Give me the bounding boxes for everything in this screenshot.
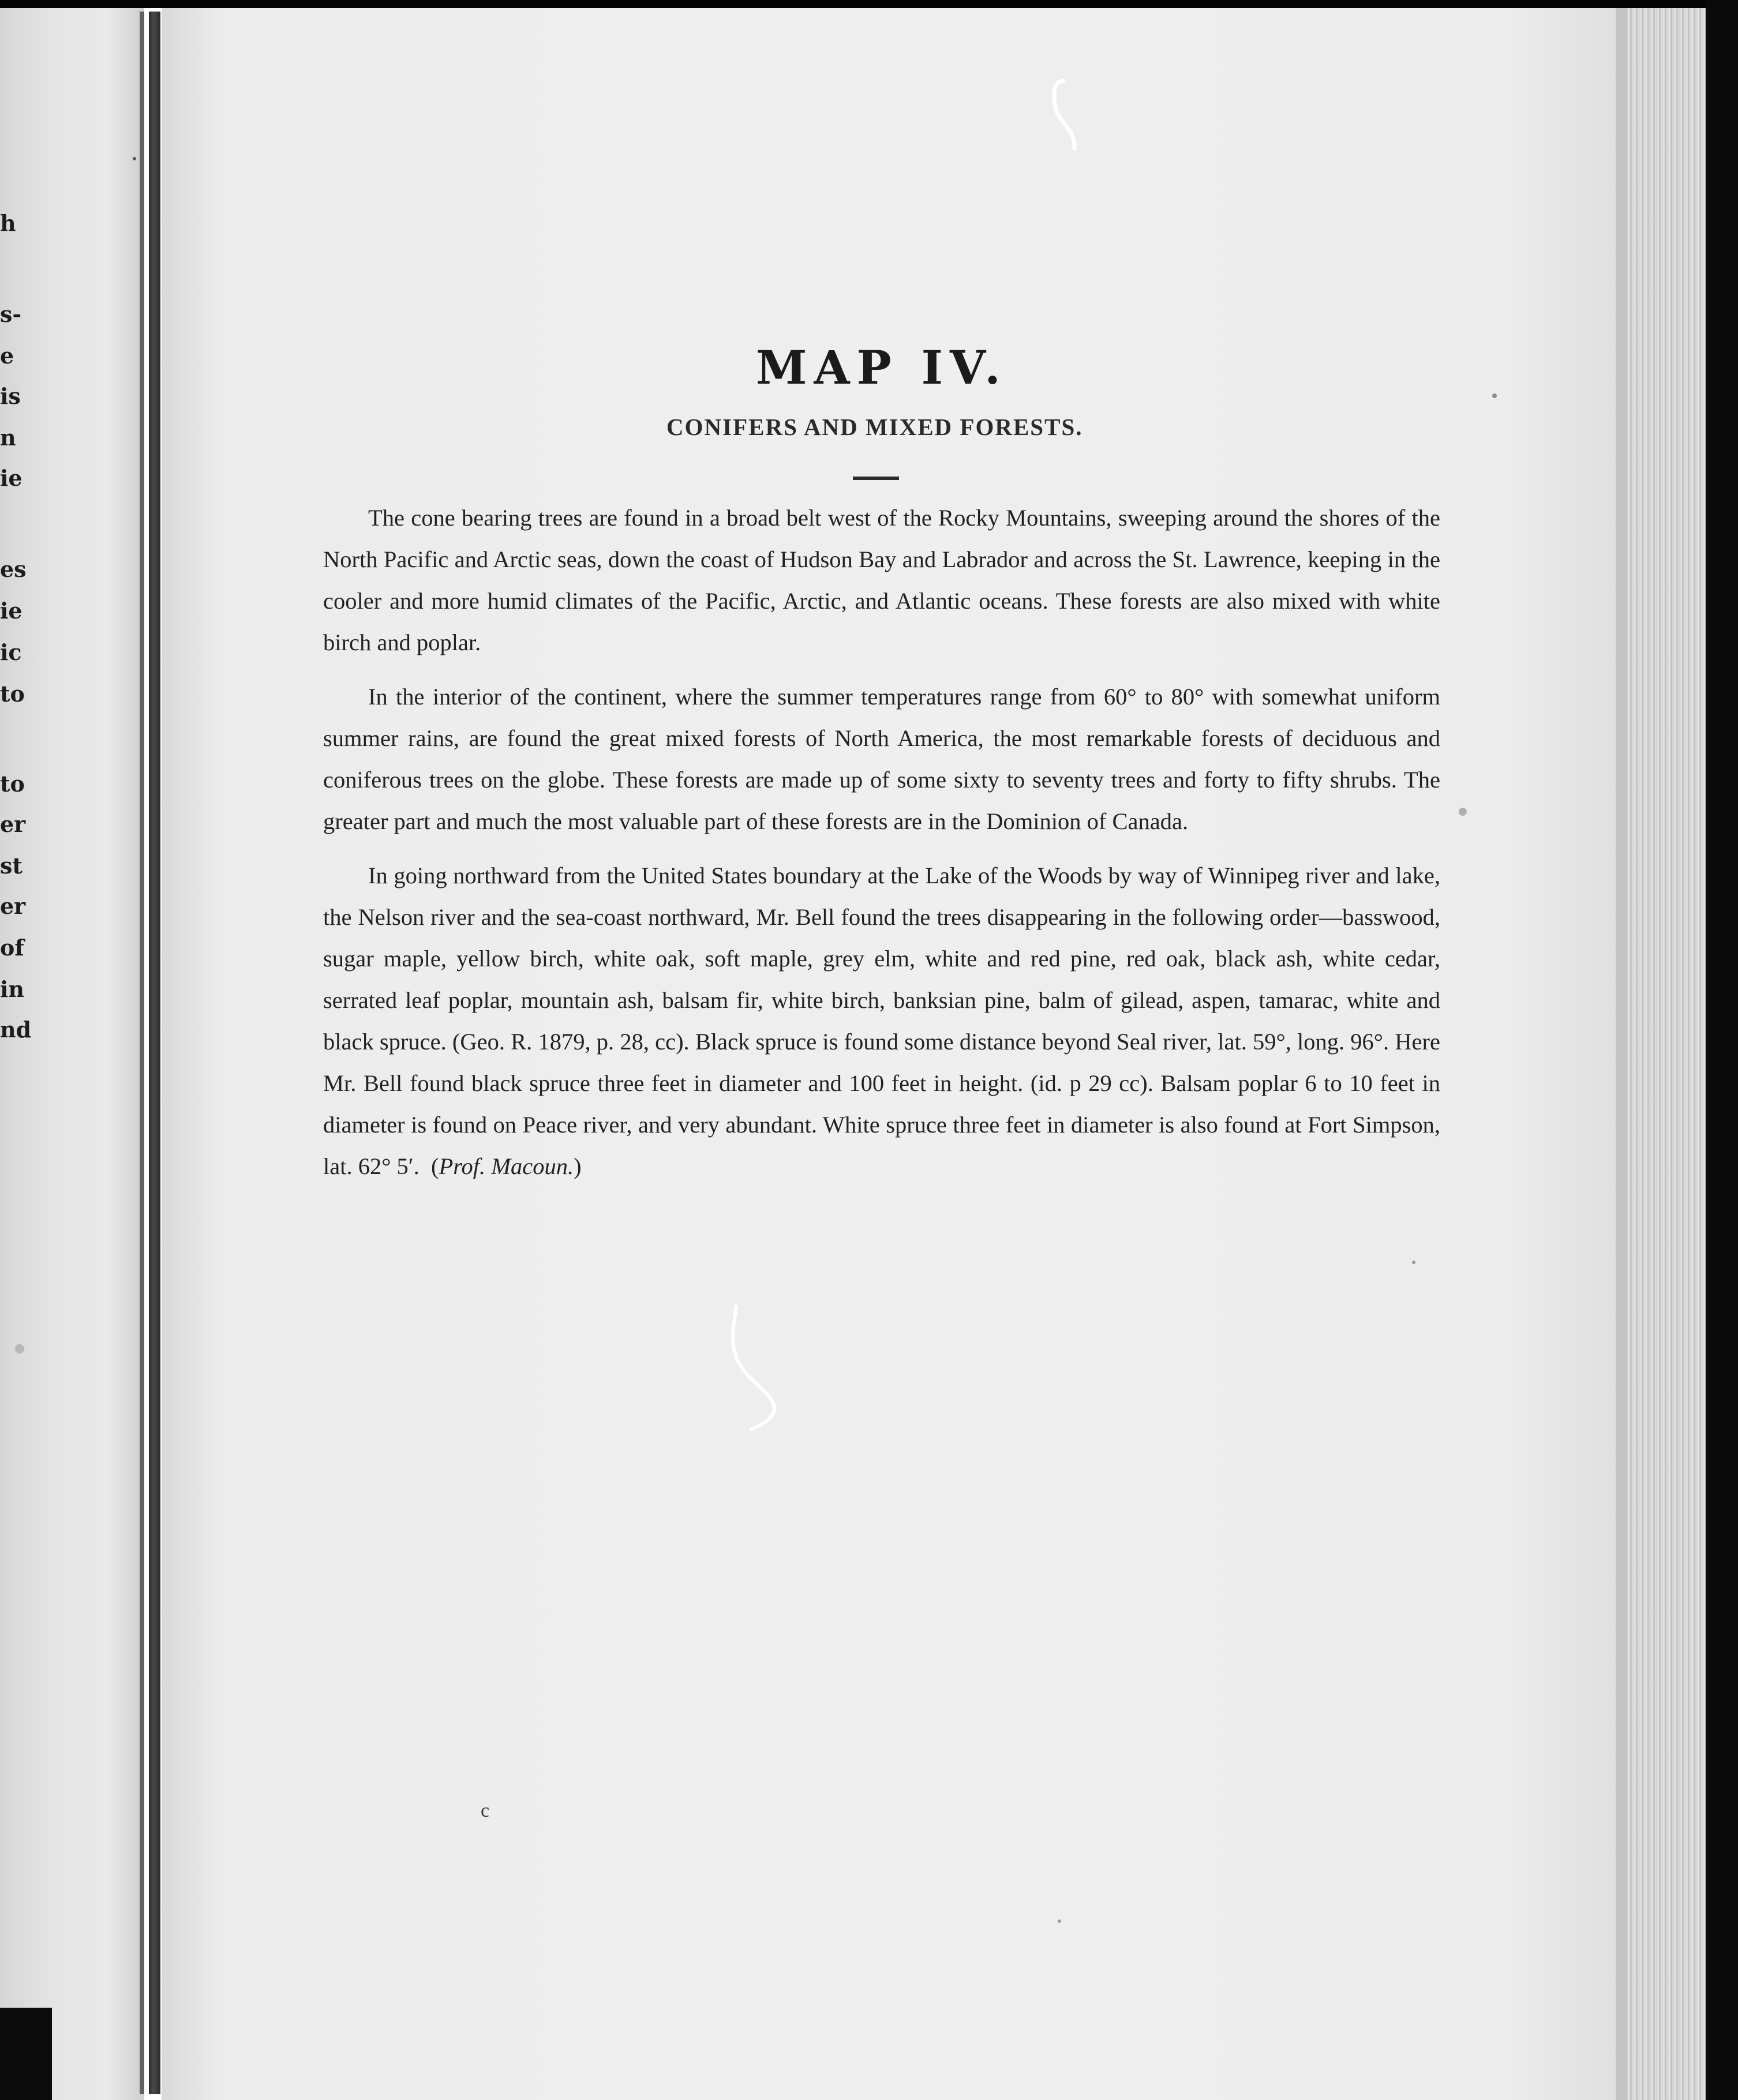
scan-border-top [0, 0, 1738, 8]
paragraph [323, 855, 1440, 1187]
facing-page-fragment: h [0, 210, 16, 236]
facing-page-sliver [0, 8, 144, 2100]
facing-page-fragment: ie [0, 598, 23, 624]
signature-mark: c [481, 1800, 490, 1821]
facing-page-fragment: er [0, 893, 26, 919]
page-title: MAP IV. [756, 340, 1007, 395]
facing-page-fragment: in [0, 976, 25, 1002]
facing-page-fragment: to [0, 771, 25, 797]
facing-page-fragment: ie [0, 465, 23, 491]
paragraph: The cone bearing trees are found in a broad belt west of the Rocky Mountains, sweeping around the shores of the North Pacific and Arctic seas, down the coast of Hudson Bay and Labrador and across the St. Lawrence, keeping in the cooler and more humid climates of the Pacific, Arctic, and Atlantic oceans. These forests are also mixed with white birch and poplar. [323, 505, 1440, 655]
page-subtitle: CONIFERS AND MIXED FORESTS. [666, 414, 1083, 440]
gutter-shadow [140, 12, 144, 2094]
facing-page-fragment: es [0, 556, 27, 582]
facing-page-fragment: to [0, 681, 25, 707]
facing-page-fragment: s- [0, 301, 22, 327]
facing-page-fragment: e [0, 343, 14, 369]
paren-close: ) [574, 1153, 582, 1179]
facing-page-fragment: er [0, 811, 26, 837]
book-gutter [149, 12, 160, 2094]
facing-page-fragment: nd [0, 1017, 32, 1042]
paragraph: In the interior of the continent, where the summer temperatures range from 60° to 80° with somewhat uniform summer rains, are found the great mixed forests of North America, the most remarkable forests of deciduous and coniferous trees on the globe. These forests are made up of some sixty to seventy trees and forty to fifty shrubs. The greater part and much the most valuable part of these forests are in the Dominion of Canada. [323, 684, 1440, 834]
title-rule [853, 477, 899, 480]
paren-open: ( [431, 1153, 439, 1179]
facing-page-fragment: is [0, 383, 21, 409]
facing-page-fragment: ic [0, 639, 22, 665]
scan-border-corner [0, 2008, 52, 2100]
paragraph-text: In going northward from the United States boundary at the Lake of the Woods by way of Winnipeg river and lake, the Nelson river and the sea-coast northward, Mr. Bell found the trees disappearing in the following order—basswood, sugar maple, yellow birch, white oak, soft maple, grey elm, white and red pine, red oak, black ash, white cedar, serrated leaf poplar, mountain ash, balsam fir, white birch, banksian pine, balm of gilead, aspen, tamarac, white and black spruce. (Geo. R. 1879, p. 28, cc). Black spruce is found some distance beyond Seal river, lat. 59°, long. 96°. Here Mr. Bell found black spruce three feet in diameter and 100 feet in height. (id. p 29 cc). Balsam poplar 6 to 10 feet in diameter is found on Peace river, and very abundant. White spruce three feet in diameter is also found at Fort Simpson, lat. 62° 5′. [323, 862, 1440, 1179]
facing-page-fragment: of [0, 935, 24, 961]
stacked-page-edges [1627, 8, 1706, 2100]
scan-border-right [1706, 0, 1738, 2100]
facing-page-fragment: st [0, 853, 23, 879]
attribution: Prof. Macoun. [439, 1153, 574, 1179]
page-edge-shadow [1616, 8, 1628, 2100]
body-text [323, 497, 1440, 1200]
facing-page-fragment: n [0, 425, 16, 451]
